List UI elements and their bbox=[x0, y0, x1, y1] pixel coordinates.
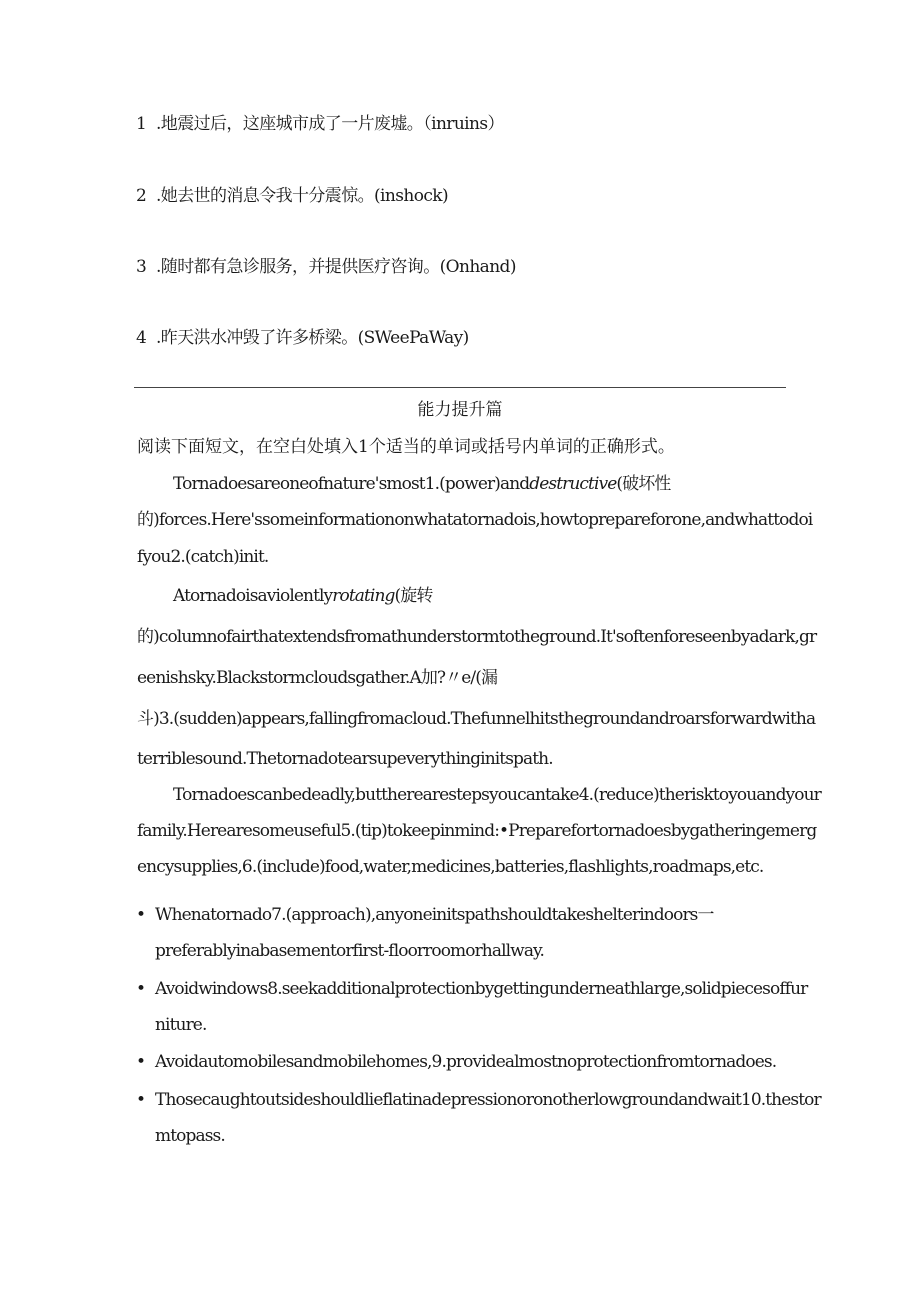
bullet-line: preferablyinabasementorfirst-floorroomorhallway. bbox=[155, 941, 545, 961]
passage-italic-word: rotating bbox=[332, 586, 395, 606]
question-number: 3 bbox=[136, 257, 147, 277]
question-text: .她去世的消息令我十分震惊。(inshock) bbox=[156, 186, 448, 206]
passage-line bbox=[173, 473, 670, 495]
bullet-line: mtopass. bbox=[155, 1126, 225, 1146]
passage-line: encysupplies,6.(include)food,water,medicines,batteries,flashlights,roadmaps,etc. bbox=[137, 857, 764, 877]
bullet-dot: • bbox=[136, 1090, 147, 1110]
passage-line: 的)forces.Here'ssomeinformationonwhatatornadois,howtoprepareforone,andwhattodoi bbox=[137, 510, 813, 530]
question-number: 2 bbox=[136, 186, 147, 206]
bullet-line: Thosecaughtoutsideshouldlieflatinadepressionoronotherlowgroundandwait10.thestor bbox=[155, 1090, 821, 1110]
passage-text: (破坏性 bbox=[616, 474, 671, 494]
bullet-dot: • bbox=[136, 905, 147, 925]
passage-line: terriblesound.Thetornadotearsupeverythinginitspath. bbox=[137, 749, 553, 769]
passage-line: 的)columnofairthatextendsfromathunderstormtotheground.It'softenforeseenbyadark,gr bbox=[137, 627, 817, 647]
bullet-line: Avoidautomobilesandmobilehomes,9.providealmostnoprotectionfromtornadoes. bbox=[155, 1052, 777, 1072]
passage-line: fyou2.(catch)init. bbox=[137, 547, 269, 567]
passage-line: 斗)3.(sudden)appears,fallingfromacloud.Thefunnelhitsthegroundandroarsforwardwitha bbox=[137, 709, 816, 729]
question-item bbox=[136, 185, 448, 207]
question-item bbox=[136, 256, 516, 278]
passage-line: family.Herearesomeuseful5.(tip)tokeepinmind:•Preparefortornadoesbygatheringemerg bbox=[137, 821, 817, 841]
bullet-dot: • bbox=[136, 979, 147, 999]
passage-italic-word: destructive bbox=[529, 474, 617, 494]
passage-text: Atornadoisaviolently bbox=[173, 586, 333, 606]
question-text: .随时都有急诊服务，并提供医疗咨询。(Onhand) bbox=[156, 257, 516, 277]
bullet-line: niture. bbox=[155, 1015, 207, 1035]
passage-text: (旋转 bbox=[394, 586, 433, 606]
bullet-line: Whenatornado7.(approach),anyoneinitspathshouldtakeshelterindoors一 bbox=[155, 905, 714, 925]
bullet-dot: • bbox=[136, 1052, 147, 1072]
passage-text: Tornadoesareoneofnature'smost1.(power)and bbox=[173, 474, 530, 494]
question-item bbox=[136, 327, 469, 349]
question-text: .昨天洪水冲毁了许多桥梁。(SWeePaWay) bbox=[156, 328, 469, 348]
bullet-line: Avoidwindows8.seekadditionalprotectionbygettingunderneathlarge,solidpiecesoffur bbox=[155, 979, 808, 999]
passage-line bbox=[173, 585, 432, 607]
passage-line: Tornadoescanbedeadly,buttherearestepsyoucantake4.(reduce)therisktoyouandyour bbox=[173, 785, 821, 805]
section-divider bbox=[134, 387, 786, 388]
section-title: 能力提升篇 bbox=[417, 400, 503, 420]
question-number: 4 bbox=[136, 328, 147, 348]
question-item bbox=[136, 113, 504, 135]
passage-line: eenishsky.Blackstormcloudsgather.A加?〃e/(漏 bbox=[137, 668, 498, 688]
question-text: .地震过后，这座城市成了一片废墟。（inruins） bbox=[156, 114, 504, 134]
question-number: 1 bbox=[136, 114, 147, 134]
instruction-text: 阅读下面短文，在空白处填入1个适当的单词或括号内单词的正确形式。 bbox=[137, 437, 675, 457]
